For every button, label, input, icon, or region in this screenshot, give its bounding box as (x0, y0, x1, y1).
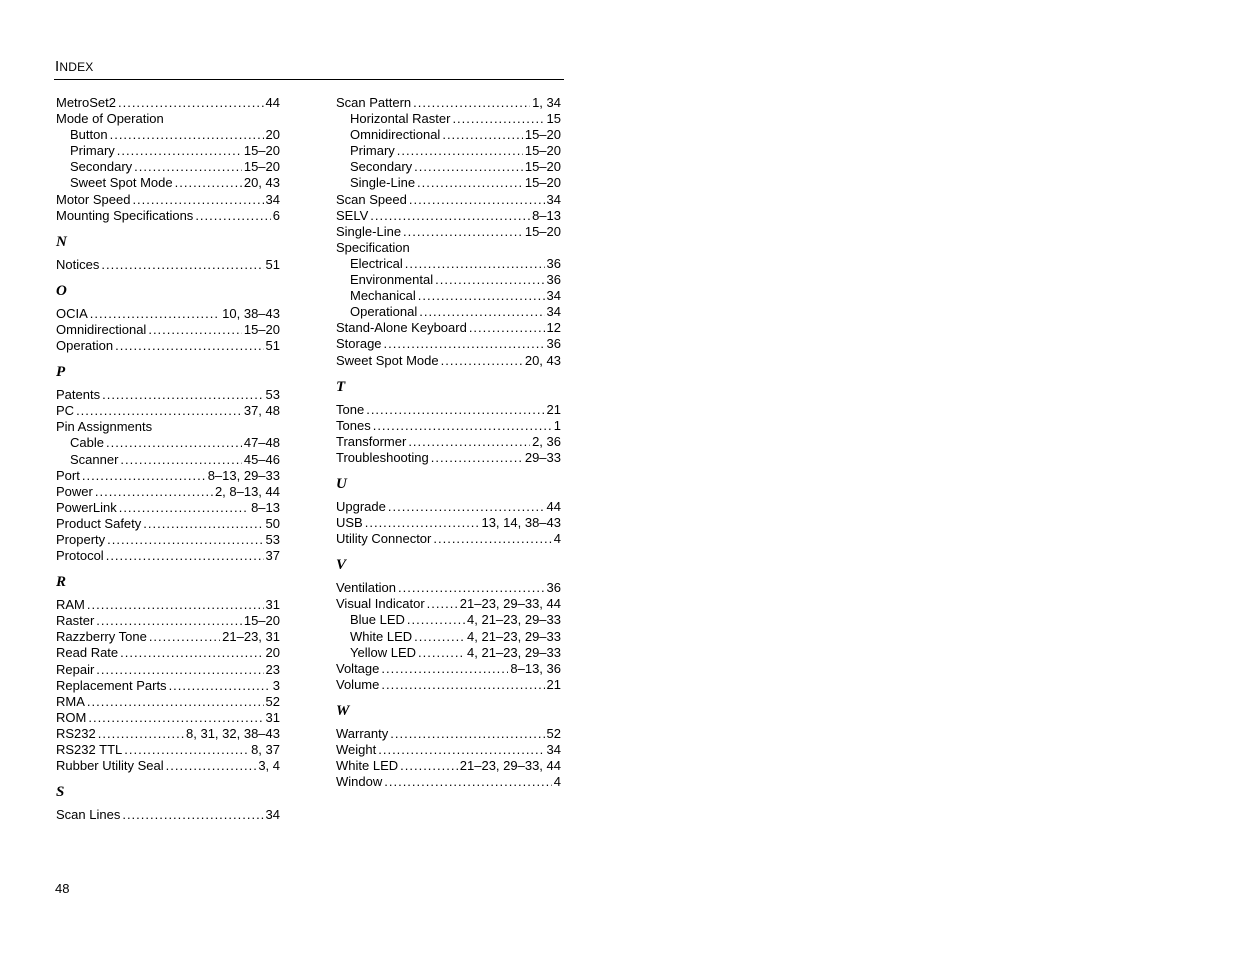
index-term: Tone (336, 401, 365, 417)
index-subentry (336, 304, 561, 320)
index-term: Specification (336, 239, 410, 255)
dot-leader (413, 95, 530, 111)
index-pages: 21–23, 29–33, 44 (459, 596, 561, 612)
index-term: Power (56, 483, 93, 499)
index-term: Visual Indicator (336, 596, 425, 612)
index-term: Rubber Utility Seal (56, 758, 164, 774)
dot-leader (175, 175, 242, 191)
index-pages: 8–13 (532, 207, 561, 223)
index-pages: 20, 43 (524, 352, 561, 368)
index-subentry (56, 175, 280, 191)
dot-leader (403, 224, 523, 240)
index-term: Mechanical (350, 288, 416, 304)
index-pages: 3, 4 (258, 758, 280, 774)
section-letter: P (56, 364, 66, 381)
dot-leader (169, 678, 271, 694)
dot-leader (107, 532, 263, 548)
index-column-right (336, 95, 561, 790)
index-term: Secondary (70, 159, 133, 175)
index-entry (336, 320, 561, 336)
dot-leader (365, 515, 480, 531)
index-term: Raster (56, 613, 95, 629)
index-entry (56, 306, 280, 322)
index-entry (56, 807, 280, 823)
index-entry (56, 516, 280, 532)
index-entry (56, 403, 280, 419)
dot-leader (101, 257, 263, 273)
index-pages: 51 (265, 256, 280, 272)
index-term: Mode of Operation (56, 111, 164, 127)
index-term: PowerLink (56, 499, 117, 515)
index-pages: 21 (546, 676, 561, 692)
dot-leader (409, 192, 545, 208)
index-pages: 45–46 (243, 451, 280, 467)
dot-leader (366, 402, 544, 418)
dot-leader (88, 710, 263, 726)
dot-leader (441, 353, 523, 369)
dot-leader (118, 95, 264, 111)
dot-leader (110, 127, 264, 143)
dot-leader (390, 726, 544, 742)
index-entry (336, 208, 561, 224)
index-entry (336, 240, 561, 256)
index-entry (336, 353, 561, 369)
dot-leader (134, 159, 242, 175)
index-entry (336, 661, 561, 677)
index-entry (56, 111, 280, 127)
dot-leader (427, 596, 458, 612)
index-pages: 34 (546, 288, 561, 304)
index-pages: 21–23, 31 (222, 629, 280, 645)
index-pages: 15–20 (243, 321, 280, 337)
index-pages: 20, 43 (243, 175, 280, 191)
index-term: Scan Speed (336, 191, 407, 207)
dot-leader (148, 322, 242, 338)
index-subentry (336, 111, 561, 127)
dot-leader (106, 435, 242, 451)
dot-leader (431, 450, 523, 466)
dot-leader (115, 338, 263, 354)
index-entry (336, 402, 561, 418)
index-pages: 15–20 (524, 159, 561, 175)
dot-leader (87, 694, 264, 710)
index-term: Sweet Spot Mode (336, 352, 439, 368)
index-term: Storage (336, 336, 382, 352)
index-entry (56, 208, 280, 224)
index-subentry (336, 645, 561, 661)
index-term: Volume (336, 676, 380, 692)
index-pages: 2, 8–13, 44 (214, 483, 280, 499)
index-entry (56, 532, 280, 548)
index-pages: 44 (546, 498, 561, 514)
index-term: Window (336, 774, 383, 790)
index-term: Warranty (336, 725, 389, 741)
index-entry (336, 499, 561, 515)
dot-leader (370, 208, 530, 224)
index-pages: 51 (265, 338, 280, 354)
index-entry (336, 726, 561, 742)
index-pages: 13, 14, 38–43 (481, 515, 561, 531)
index-pages: 15–20 (243, 143, 280, 159)
dot-leader (373, 418, 552, 434)
page-number: 48 (55, 881, 70, 896)
index-entry (56, 387, 280, 403)
dot-leader (76, 403, 242, 419)
index-pages: 53 (265, 387, 280, 403)
dot-leader (120, 645, 263, 661)
index-term: Button (70, 127, 108, 143)
index-entry (336, 224, 561, 240)
index-pages: 36 (546, 255, 561, 271)
dot-leader (82, 468, 206, 484)
index-term: RAM (56, 597, 85, 613)
index-entry (56, 710, 280, 726)
section-letter: R (56, 574, 67, 591)
index-subentry (56, 159, 280, 175)
index-entry (56, 548, 280, 564)
index-pages: 15–20 (243, 613, 280, 629)
index-pages: 1 (553, 417, 561, 433)
index-pages: 52 (546, 725, 561, 741)
index-term: Troubleshooting (336, 449, 429, 465)
index-term: Scan Pattern (336, 95, 412, 110)
index-term: MetroSet2 (56, 95, 116, 110)
dot-leader (149, 629, 220, 645)
index-term: OCIA (56, 305, 88, 321)
index-pages: 15–20 (524, 175, 561, 191)
index-entry (336, 95, 561, 111)
index-pages: 29–33 (524, 449, 561, 465)
index-term: Voltage (336, 660, 380, 676)
index-entry (336, 580, 561, 596)
section-letter: W (336, 702, 350, 719)
index-term: Omnidirectional (56, 321, 147, 337)
index-pages: 34 (546, 304, 561, 320)
dot-leader (96, 613, 242, 629)
index-pages: 36 (546, 580, 561, 596)
dot-leader (378, 742, 544, 758)
dot-leader (102, 387, 263, 403)
index-term: Weight (336, 742, 377, 757)
index-term: Single-Line (336, 223, 402, 239)
index-subentry (336, 175, 561, 191)
index-pages: 34 (265, 191, 280, 207)
index-term: Blue LED (350, 612, 405, 628)
index-pages: 34 (265, 807, 280, 823)
index-pages: 4, 21–23, 29–33 (467, 612, 561, 628)
index-entry (56, 694, 280, 710)
page-title-initial: I (55, 58, 60, 75)
index-pages: 15–20 (524, 143, 561, 159)
index-term: Upgrade (336, 498, 386, 514)
index-entry (56, 484, 280, 500)
index-pages: 15–20 (243, 159, 280, 175)
dot-leader (195, 208, 270, 224)
index-pages: 34 (546, 742, 561, 757)
dot-leader (397, 143, 523, 159)
index-term: Operational (350, 304, 418, 320)
index-entry (56, 645, 280, 661)
index-entry (56, 678, 280, 694)
index-pages: 53 (265, 531, 280, 547)
dot-leader (95, 484, 213, 500)
index-subentry (336, 127, 561, 143)
index-entry (56, 597, 280, 613)
dot-leader (132, 192, 263, 208)
index-subentry (56, 143, 280, 159)
section-letter: V (336, 557, 347, 574)
index-term: Patents (56, 387, 101, 403)
index-entry (336, 742, 561, 758)
index-term: Notices (56, 256, 100, 272)
section-letter: U (336, 475, 347, 492)
index-term: Operation (56, 338, 114, 354)
dot-leader (117, 143, 242, 159)
dot-leader (120, 452, 241, 468)
index-pages: 3 (272, 677, 280, 693)
page-title-rest: NDEX (59, 60, 94, 74)
index-entry (56, 419, 280, 435)
index-term: Product Safety (56, 515, 142, 531)
index-subentry (336, 272, 561, 288)
index-pages: 36 (546, 336, 561, 352)
index-pages: 2, 36 (532, 433, 561, 449)
index-entry (56, 726, 280, 742)
index-term: Utility Connector (336, 531, 432, 547)
index-pages: 15–20 (524, 223, 561, 239)
index-entry (56, 257, 280, 273)
dot-leader (90, 306, 220, 322)
index-entry (336, 774, 561, 790)
dot-leader (124, 742, 249, 758)
index-term: Tones (336, 417, 371, 433)
index-subentry (56, 452, 280, 468)
index-entry (336, 336, 561, 352)
index-term: Secondary (350, 159, 413, 175)
dot-leader (381, 661, 508, 677)
index-term: Horizontal Raster (350, 111, 451, 127)
dot-leader (417, 175, 523, 191)
section-letter: O (56, 282, 67, 299)
index-entry (56, 338, 280, 354)
dot-leader (452, 111, 544, 127)
index-pages: 4, 21–23, 29–33 (467, 628, 561, 644)
index-term: White LED (336, 758, 399, 774)
dot-leader (405, 256, 545, 272)
dot-leader (442, 127, 523, 143)
index-entry (56, 742, 280, 758)
index-pages: 8–13 (251, 499, 280, 515)
index-entry (56, 192, 280, 208)
index-term: Repair (56, 661, 95, 677)
index-subentry (336, 159, 561, 175)
index-entry (336, 515, 561, 531)
index-term: Replacement Parts (56, 677, 167, 693)
dot-leader (435, 272, 544, 288)
index-entry (336, 434, 561, 450)
index-entry (336, 418, 561, 434)
index-term: Primary (350, 143, 395, 159)
index-term: PC (56, 403, 75, 419)
index-term: Pin Assignments (56, 419, 153, 435)
index-term: RS232 (56, 725, 96, 741)
dot-leader (418, 645, 465, 661)
index-pages: 50 (265, 515, 280, 531)
dot-leader (96, 662, 263, 678)
index-pages: 12 (546, 320, 561, 336)
index-pages: 20 (265, 645, 280, 661)
index-pages: 6 (272, 207, 280, 223)
dot-leader (407, 612, 465, 628)
index-term: Cable (70, 435, 104, 451)
index-term: Port (56, 467, 80, 483)
index-term: White LED (350, 628, 413, 644)
index-subentry (56, 435, 280, 451)
dot-leader (414, 159, 523, 175)
dot-leader (419, 304, 544, 320)
index-term: Transformer (336, 433, 407, 449)
dot-leader (418, 288, 545, 304)
index-term: Protocol (56, 548, 104, 564)
dot-leader (122, 807, 263, 823)
index-entry (56, 500, 280, 516)
header-rule (54, 79, 564, 80)
dot-leader (384, 774, 552, 790)
index-subentry (336, 629, 561, 645)
dot-leader (166, 758, 257, 774)
index-pages: 8–13, 29–33 (207, 467, 280, 483)
index-subentry (336, 256, 561, 272)
index-pages: 1, 34 (532, 95, 561, 110)
index-term: SELV (336, 207, 369, 223)
index-subentry (56, 127, 280, 143)
index-term: Ventilation (336, 580, 396, 596)
index-pages: 15–20 (524, 127, 561, 143)
index-pages: 21–23, 29–33, 44 (459, 758, 561, 774)
dot-leader (414, 629, 465, 645)
index-term: Scan Lines (56, 807, 121, 823)
index-pages: 44 (265, 95, 280, 110)
index-term: Environmental (350, 272, 434, 288)
index-pages: 4 (553, 531, 561, 547)
dot-leader (469, 320, 545, 336)
index-term: Read Rate (56, 645, 119, 661)
index-entry (336, 596, 561, 612)
index-entry (56, 468, 280, 484)
dot-leader (119, 500, 249, 516)
index-subentry (336, 288, 561, 304)
index-pages: 4 (553, 774, 561, 790)
index-entry (56, 662, 280, 678)
index-term: Electrical (350, 255, 403, 271)
index-pages: 37 (265, 548, 280, 564)
index-pages: 34 (546, 191, 561, 207)
dot-leader (384, 336, 545, 352)
dot-leader (408, 434, 530, 450)
index-term: Razzberry Tone (56, 629, 147, 645)
index-entry (336, 192, 561, 208)
index-entry (336, 531, 561, 547)
dot-leader (400, 758, 458, 774)
dot-leader (381, 677, 544, 693)
section-letter: T (336, 378, 346, 395)
index-term: Yellow LED (350, 644, 417, 660)
index-term: RMA (56, 693, 85, 709)
index-entry (56, 629, 280, 645)
index-term: Stand-Alone Keyboard (336, 320, 467, 336)
index-subentry (336, 143, 561, 159)
index-entry (56, 95, 280, 111)
index-pages: 31 (265, 709, 280, 725)
index-subentry (336, 612, 561, 628)
section-letter: N (56, 233, 67, 250)
index-term: Primary (70, 143, 115, 159)
index-term: Scanner (70, 451, 119, 467)
index-pages: 20 (265, 127, 280, 143)
index-entry (56, 758, 280, 774)
index-entry (56, 613, 280, 629)
index-term: Property (56, 531, 106, 547)
index-term: Omnidirectional (350, 127, 441, 143)
index-term: Sweet Spot Mode (70, 175, 173, 191)
index-entry (336, 677, 561, 693)
index-entry (56, 322, 280, 338)
index-pages: 52 (265, 693, 280, 709)
index-term: Single-Line (350, 175, 416, 191)
index-term: ROM (56, 709, 87, 725)
dot-leader (143, 516, 263, 532)
index-term: Mounting Specifications (56, 207, 194, 223)
section-letter: S (56, 784, 65, 801)
dot-leader (106, 548, 264, 564)
page-title (55, 57, 94, 77)
index-term: USB (336, 515, 363, 531)
index-pages: 8, 31, 32, 38–43 (186, 725, 280, 741)
dot-leader (388, 499, 545, 515)
index-pages: 15 (546, 111, 561, 127)
index-entry (336, 450, 561, 466)
index-pages: 8–13, 36 (510, 660, 561, 676)
index-pages: 8, 37 (251, 742, 280, 757)
index-column-left (56, 95, 280, 823)
index-entry (336, 758, 561, 774)
dot-leader (398, 580, 545, 596)
dot-leader (98, 726, 184, 742)
index-pages: 23 (265, 661, 280, 677)
index-pages: 36 (546, 272, 561, 288)
dot-leader (433, 531, 551, 547)
index-pages: 47–48 (243, 435, 280, 451)
index-pages: 21 (546, 401, 561, 417)
dot-leader (87, 597, 264, 613)
index-term: RS232 TTL (56, 742, 123, 757)
index-pages: 31 (265, 597, 280, 613)
index-pages: 37, 48 (243, 403, 280, 419)
index-pages: 4, 21–23, 29–33 (467, 644, 561, 660)
index-pages: 10, 38–43 (222, 305, 280, 321)
index-term: Motor Speed (56, 191, 131, 207)
